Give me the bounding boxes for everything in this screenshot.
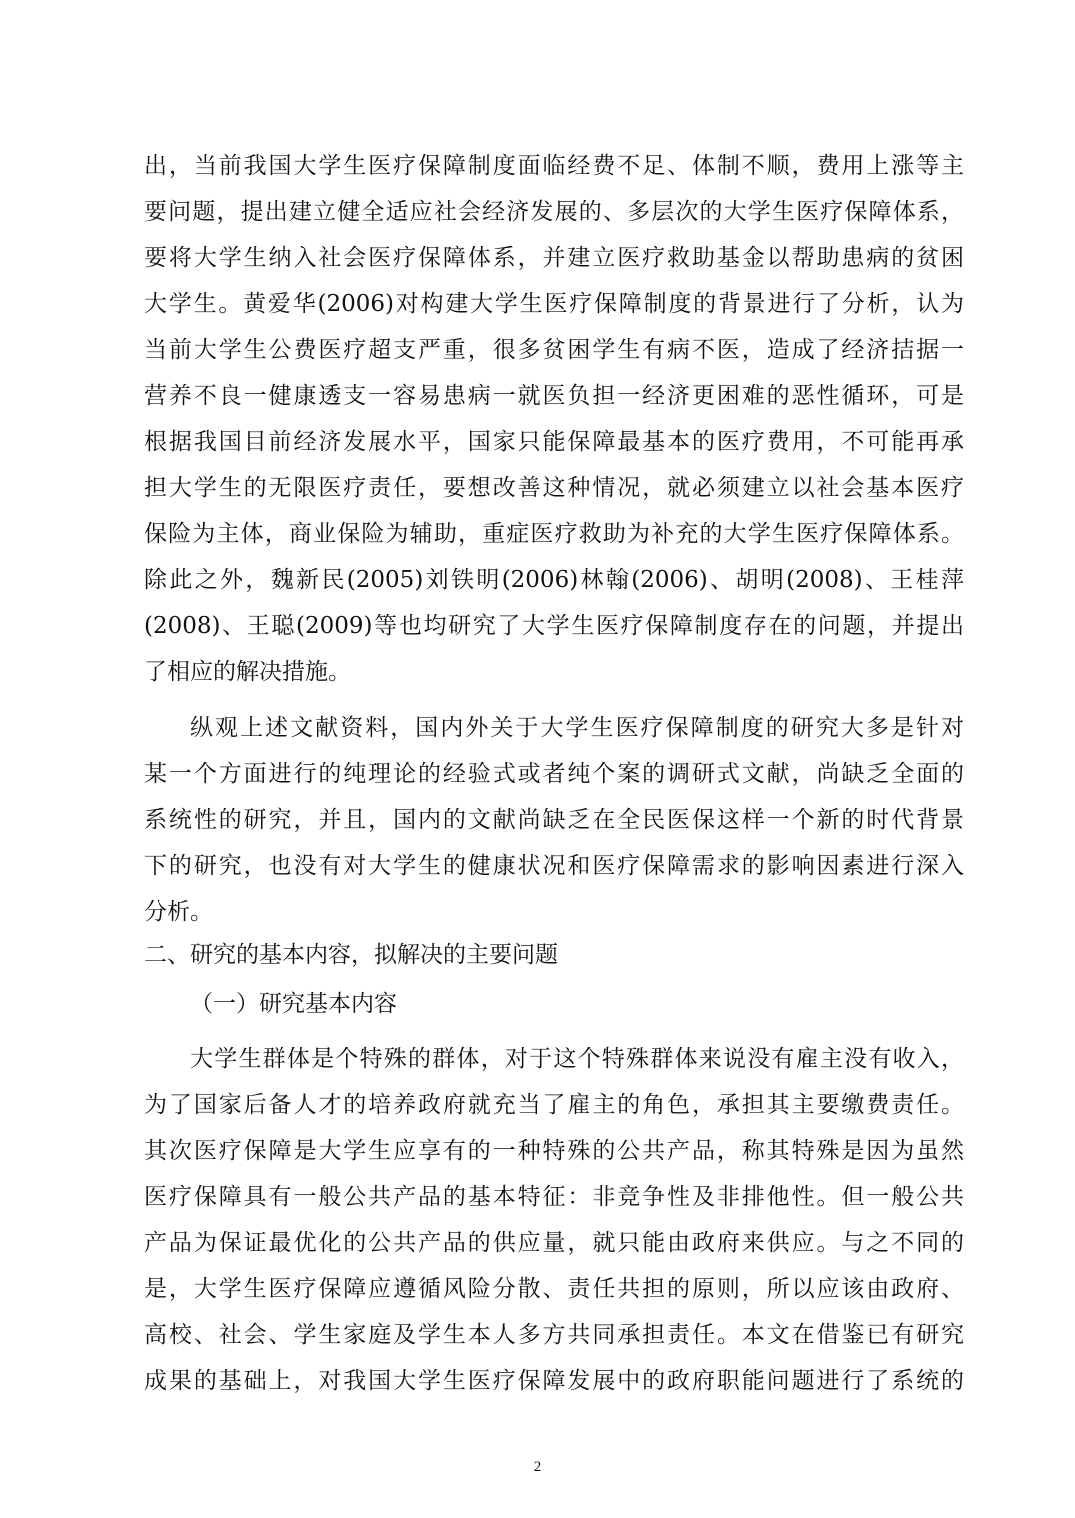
section-heading: 二、研究的基本内容，拟解决的主要问题 (144, 942, 558, 968)
text-line: 下的研究，也没有对大学生的健康状况和医疗保障需求的影响因素进行深入 (144, 853, 964, 879)
text-line: 成果的基础上，对我国大学生医疗保障发展中的政府职能问题进行了系统的 (144, 1368, 964, 1394)
text-line: 要将大学生纳入社会医疗保障体系，并建立医疗救助基金以帮助患病的贫困 (144, 245, 964, 271)
text-line: 大学生。黄爱华(2006)对构建大学生医疗保障制度的背景进行了分析，认为 (144, 291, 964, 317)
text-line: 医疗保障具有一般公共产品的基本特征：非竞争性及非排他性。但一般公共 (144, 1184, 964, 1210)
text-line: 要问题，提出建立健全适应社会经济发展的、多层次的大学生医疗保障体系， (144, 199, 964, 225)
subsection-heading: （一）研究基本内容 (190, 991, 397, 1017)
text-line: (2008)、王聪(2009)等也均研究了大学生医疗保障制度存在的问题，并提出 (144, 613, 964, 639)
text-line: 担大学生的无限医疗责任，要想改善这种情况，就必须建立以社会基本医疗 (144, 475, 964, 501)
text-line: 为了国家后备人才的培养政府就充当了雇主的角色，承担其主要缴费责任。 (144, 1092, 964, 1118)
text-line: 分析。 (144, 899, 213, 925)
text-line: 某一个方面进行的纯理论的经验式或者纯个案的调研式文献，尚缺乏全面的 (144, 761, 964, 787)
text-line: 出，当前我国大学生医疗保障制度面临经费不足、体制不顺，费用上涨等主 (144, 153, 964, 179)
page-number: 2 (533, 1459, 542, 1475)
text-line: 产品为保证最优化的公共产品的供应量，就只能由政府来供应。与之不同的 (144, 1230, 964, 1256)
text-line: 根据我国目前经济发展水平，国家只能保障最基本的医疗费用，不可能再承 (144, 429, 964, 455)
text-line: 营养不良一健康透支一容易患病一就医负担一经济更困难的恶性循环，可是 (144, 383, 964, 409)
text-line: 其次医疗保障是大学生应享有的一种特殊的公共产品，称其特殊是因为虽然 (144, 1138, 964, 1164)
text-line: 高校、社会、学生家庭及学生本人多方共同承担责任。本文在借鉴已有研究 (144, 1322, 964, 1348)
text-line: 保险为主体，商业保险为辅助，重症医疗救助为补充的大学生医疗保障体系。 (144, 521, 964, 547)
text-line: 除此之外，魏新民(2005)刘铁明(2006)林翰(2006)、胡明(2008)、王桂萍 (144, 567, 964, 593)
text-line: 系统性的研究，并且，国内的文献尚缺乏在全民医保这样一个新的时代背景 (144, 807, 964, 833)
text-line: 纵观上述文献资料，国内外关于大学生医疗保障制度的研究大多是针对 (190, 715, 964, 741)
text-line: 是，大学生医疗保障应遵循风险分散、责任共担的原则，所以应该由政府、 (144, 1276, 964, 1302)
text-line: 大学生群体是个特殊的群体，对于这个特殊群体来说没有雇主没有收入， (190, 1046, 964, 1072)
text-line: 了相应的解决措施。 (144, 659, 351, 685)
text-line: 当前大学生公费医疗超支严重，很多贫困学生有病不医，造成了经济拮据一 (144, 337, 964, 363)
